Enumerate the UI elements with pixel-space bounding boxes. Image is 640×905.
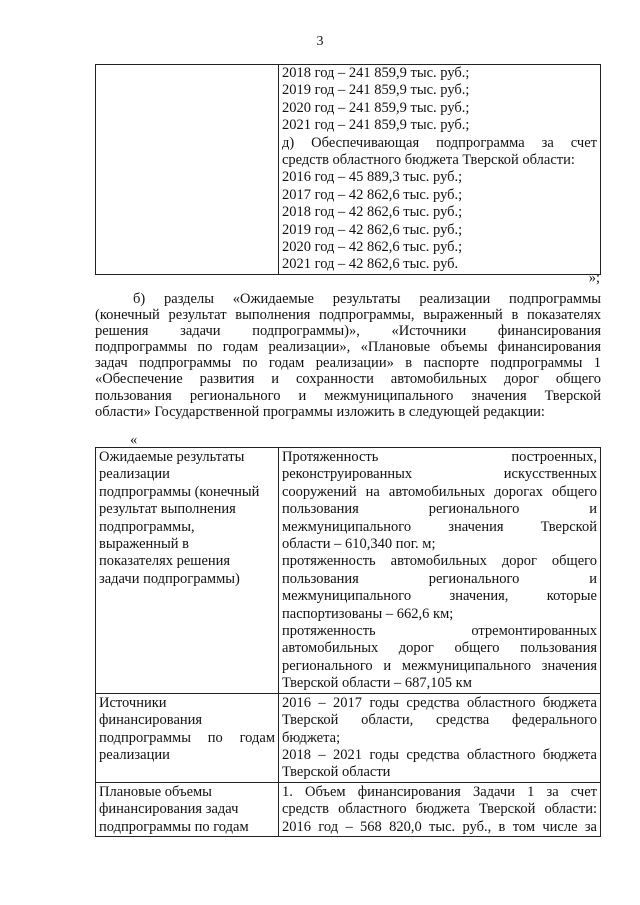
- value-line: Тверской области, средства федерального: [282, 712, 597, 729]
- funding-line: 2018 год – 241 859,9 тыс. руб.;: [282, 65, 470, 81]
- funding-line: 2021 год – 42 862,6 тыс. руб.: [282, 256, 459, 273]
- paragraph-line: подпрограммы по годам реализации», «Плановые объемы финансирования: [95, 339, 601, 356]
- label-line: финансирования задач: [99, 801, 239, 818]
- label-line: подпрограммы (конечный: [99, 483, 260, 500]
- value-line: области – 610,340 пог. м;: [282, 536, 436, 553]
- paragraph-line: (конечный результат выполнения подпрограммы, выраженный в показателях: [95, 307, 601, 324]
- funding-line: 2017 год – 42 862,6 тыс. руб.;: [282, 186, 463, 203]
- funding-line: 2018 год – 42 862,6 тыс. руб.;: [282, 204, 463, 221]
- table-row: [96, 65, 601, 275]
- funding-line: 2020 год – 42 862,6 тыс. руб.;: [282, 239, 463, 256]
- opening-quote: «: [130, 432, 138, 448]
- label-line: реализации: [99, 746, 170, 763]
- label-line: подпрограммы,: [99, 518, 195, 535]
- row-label-planned-volumes: [96, 782, 279, 836]
- table-row: [96, 448, 601, 694]
- row-label-funding-sources: [96, 693, 279, 782]
- value-line: 2018 – 2021 годы средства областного бюджета: [282, 746, 597, 763]
- value-line: 1. Объем финансирования Задачи 1 за счет: [282, 783, 597, 800]
- label-line: результат выполнения: [99, 501, 236, 518]
- funding-line: 2019 год – 42 862,6 тыс. руб.;: [282, 221, 463, 238]
- table-cell-empty: [96, 65, 279, 275]
- label-line: показателях решения: [99, 553, 231, 570]
- value-line: сооружений на автомобильных дорогах общего: [282, 483, 597, 500]
- row-value-expected-results: [279, 448, 601, 694]
- table-row: [96, 693, 601, 782]
- funding-line: 2019 год – 241 859,9 тыс. руб.;: [282, 82, 470, 99]
- value-line: протяженность автомобильных дорог общего: [282, 553, 597, 570]
- table-row: [96, 782, 601, 836]
- label-line: подпрограммы по годам: [99, 729, 275, 746]
- label-line: Плановые объемы: [99, 783, 212, 800]
- paragraph-line: решения задачи подпрограммы)», «Источники финансирования: [95, 323, 601, 340]
- value-line: паспортизованы – 662,6 км;: [282, 605, 454, 622]
- value-line: средств областного бюджета Тверской области:: [282, 801, 597, 818]
- value-line: протяженность отремонтированных: [282, 623, 597, 640]
- value-line: регионального и межмуниципального значения: [282, 657, 597, 674]
- value-line: автомобильных дорог общего пользования: [282, 640, 597, 657]
- funding-line: 2020 год – 241 859,9 тыс. руб.;: [282, 99, 470, 116]
- paragraph-line: задач подпрограммы по годам реализации» в паспорте подпрограммы 1: [95, 355, 601, 372]
- amendment-paragraph: [95, 291, 601, 420]
- value-line: межмуниципального значения, которые: [282, 588, 597, 605]
- funding-table-continuation: [95, 64, 601, 275]
- label-line: финансирования: [99, 712, 203, 729]
- paragraph-line: «Обеспечение развития и сохранности автомобильных дорог общего: [95, 371, 601, 388]
- row-value-planned-volumes: [279, 782, 601, 836]
- label-line: подпрограммы по годам: [99, 818, 249, 835]
- label-line: реализации: [99, 466, 170, 483]
- paragraph-line: пользования регионального и межмуниципального значения Тверской: [95, 387, 601, 404]
- value-line: 2016 – 2017 годы средства областного бюджета: [282, 694, 597, 711]
- value-line: пользования регионального и: [282, 501, 597, 518]
- value-line: 2016 год – 568 820,0 тыс. руб., в том числе за: [282, 818, 597, 835]
- value-line: реконструированных искусственных: [282, 466, 597, 483]
- row-label-expected-results: [96, 448, 279, 694]
- value-line: Тверской области: [282, 764, 391, 781]
- paragraph-line: б) разделы «Ожидаемые результаты реализации подпрограммы: [133, 291, 601, 307]
- closing-quote: »;: [588, 270, 600, 286]
- page-number: 3: [316, 34, 324, 49]
- label-line: выраженный в: [99, 536, 190, 553]
- table-cell-funding: [279, 65, 601, 275]
- value-line: Протяженность построенных,: [282, 449, 597, 465]
- funding-line: 2021 год – 241 859,9 тыс. руб.;: [282, 117, 470, 134]
- funding-line: средств областного бюджета Тверской области:: [282, 152, 575, 169]
- value-line: Тверской области – 687,105 км: [282, 675, 472, 692]
- funding-line: д) Обеспечивающая подпрограмма за счет: [282, 134, 597, 151]
- row-value-funding-sources: [279, 693, 601, 782]
- label-line: Источники: [99, 694, 167, 711]
- value-line: пользования регионального и: [282, 570, 597, 587]
- label-line: Ожидаемые результаты: [99, 449, 245, 465]
- label-line: задачи подпрограммы): [99, 570, 240, 587]
- funding-line: 2016 год – 45 889,3 тыс. руб.;: [282, 169, 463, 186]
- value-line: бюджета;: [282, 729, 341, 746]
- paragraph-line: области» Государственной программы изложить в следующей редакции:: [95, 403, 545, 420]
- passport-table: [95, 447, 601, 837]
- value-line: межмуниципального значения Тверской: [282, 518, 597, 535]
